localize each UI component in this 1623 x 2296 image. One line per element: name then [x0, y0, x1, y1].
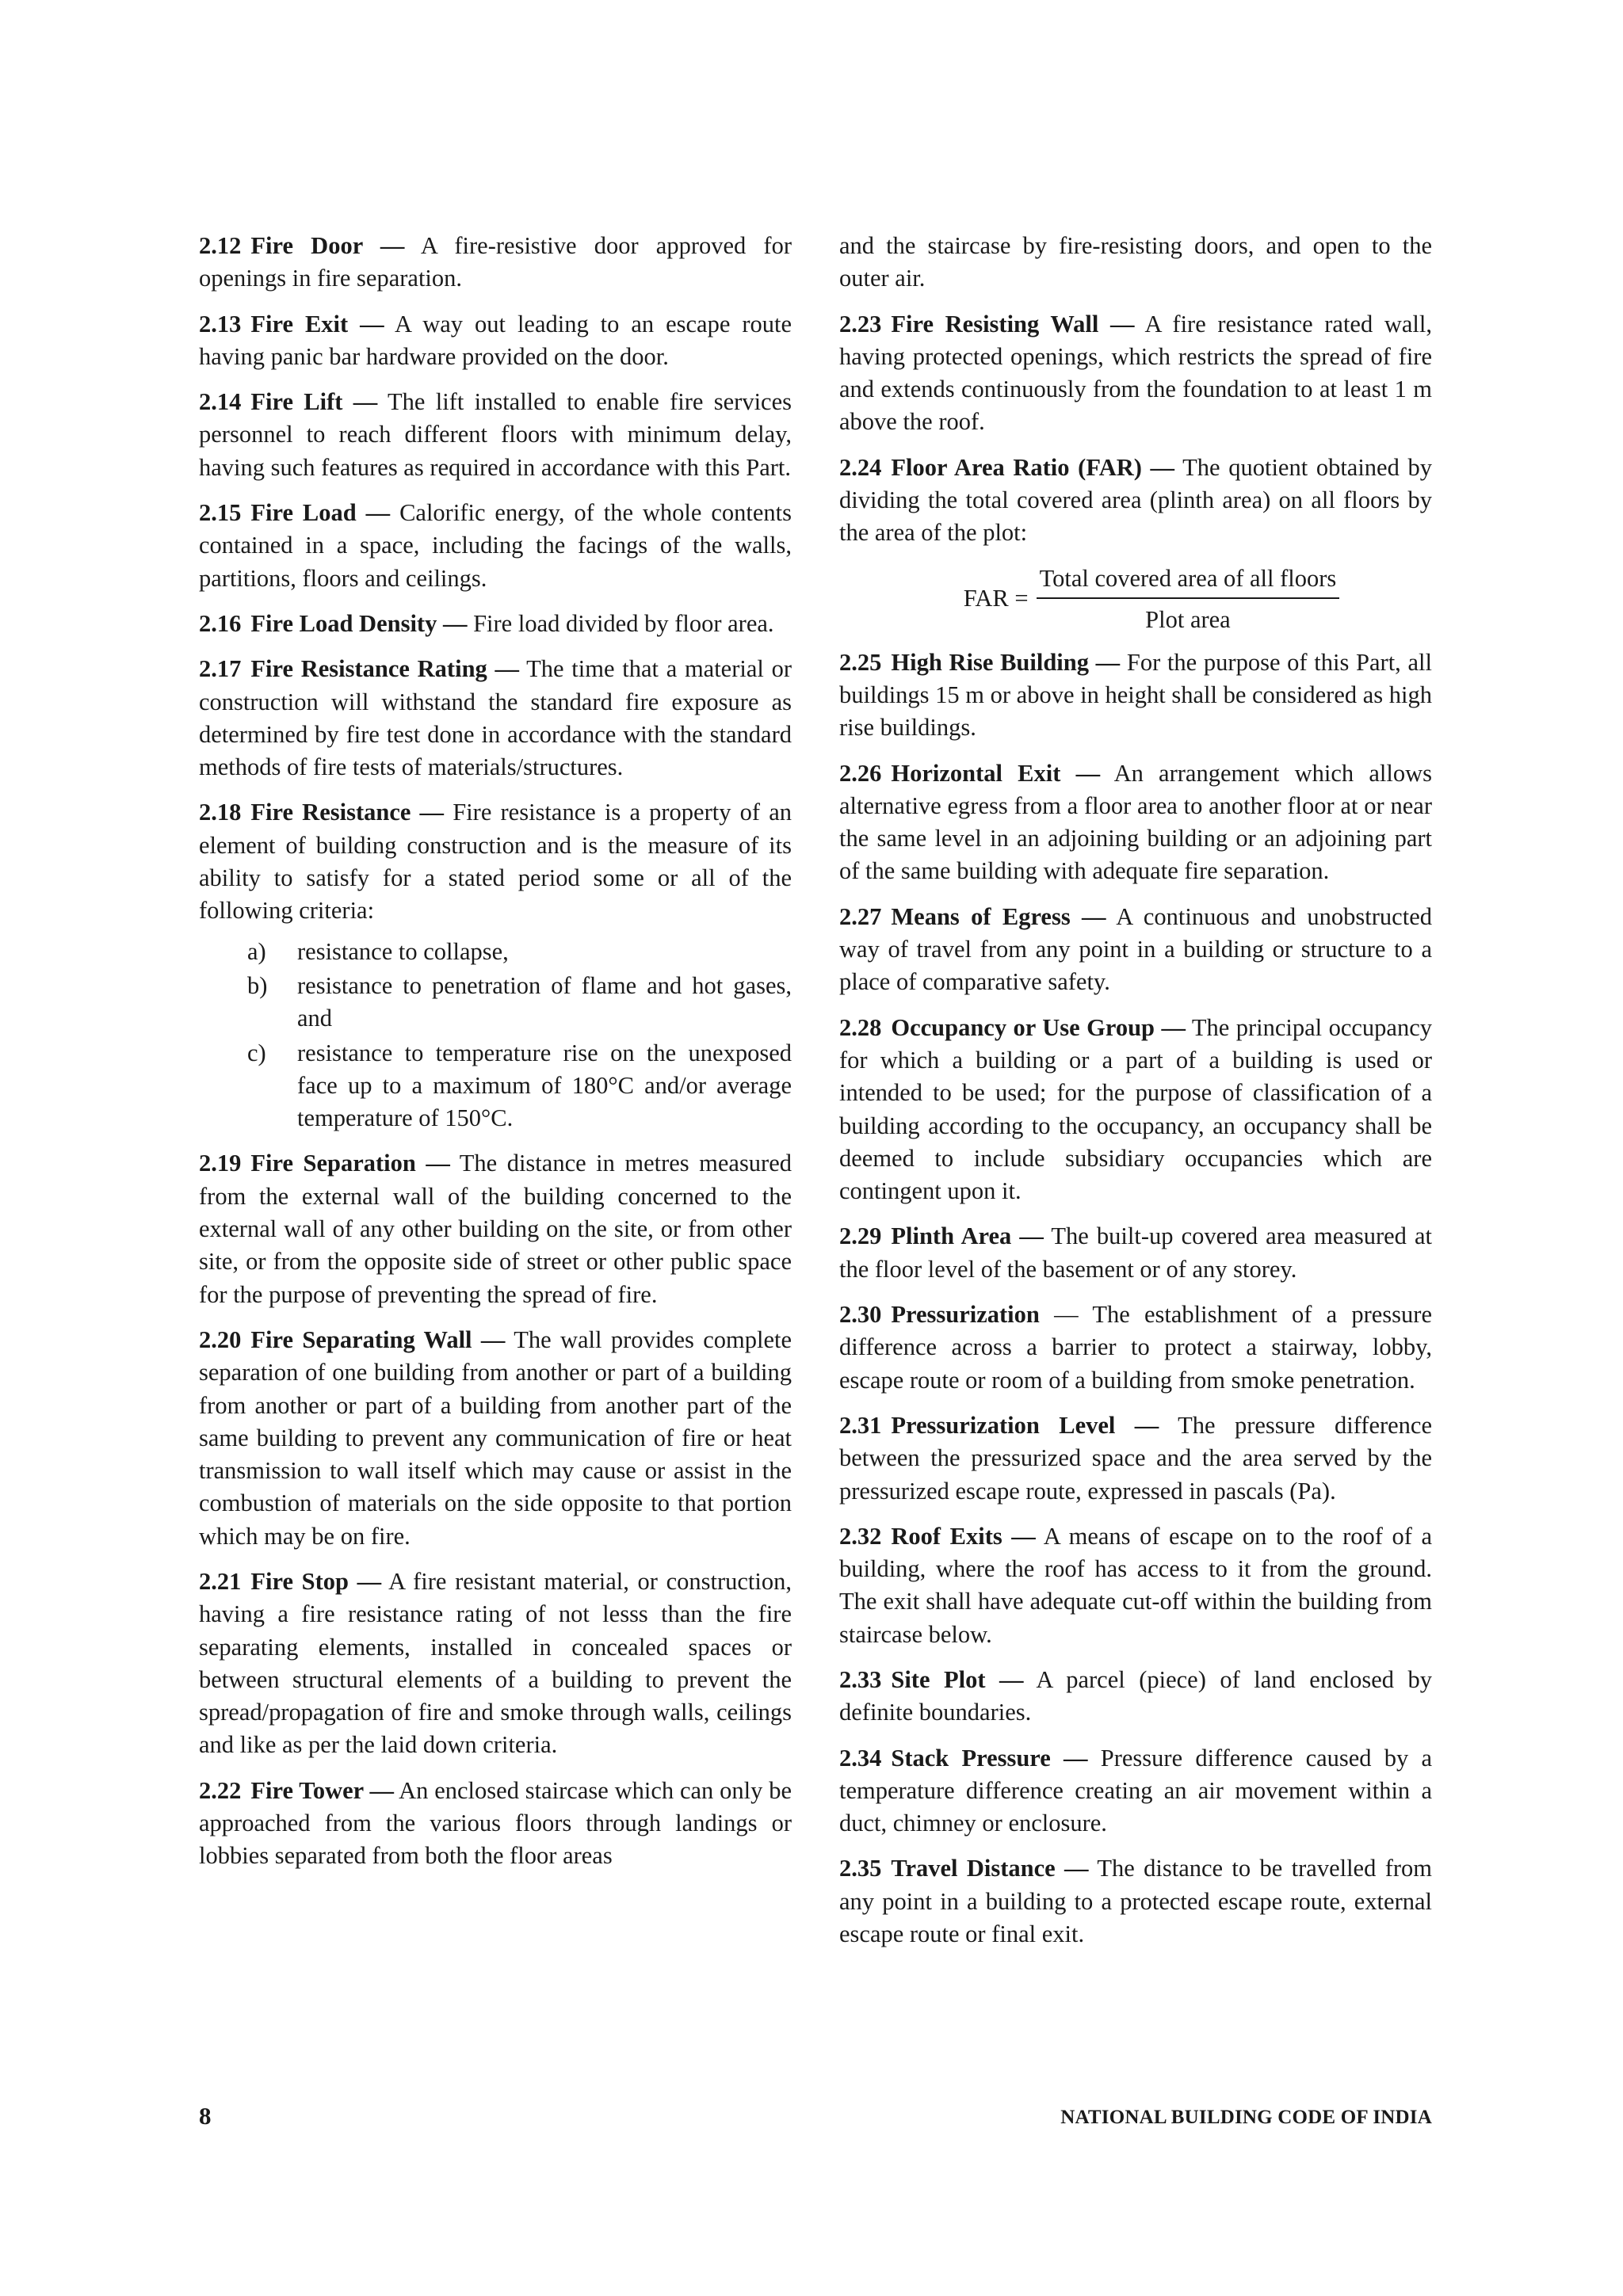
clause-number: 2.14 [199, 388, 242, 416]
clause-number: 2.27 [839, 902, 882, 930]
clause-term: Fire Exit — [250, 310, 384, 338]
clause-number: 2.26 [839, 759, 882, 787]
clause-text: The distance in metres measured from the external wall of the building concerned to the external wall of any other building on the site, or from other site, or from the opposite side of street or other public space for the purpose of preventing the spread of fire. [199, 1150, 792, 1308]
clause-paragraph [839, 901, 1432, 999]
clause-text: A means of escape on to the roof of a building, where the roof has access to it from the ground. The exit shall have adequate cut-off within the building from staircase below. [839, 1522, 1432, 1648]
clause-term: Fire Separation — [250, 1150, 450, 1177]
criteria-list [199, 936, 792, 1135]
clause-heading [199, 232, 404, 259]
formula-numerator: Total covered area of all floors [1037, 563, 1340, 599]
clause-heading [199, 1568, 381, 1595]
clause-text: The principal occupancy for which a building or a part of a building is used or intended to be used; for the purpose of classification of a building according to the occupancy, an occupancy shall be deemed to include subsidiary occupancies which are contingent upon it. [839, 1013, 1432, 1205]
clause-number: 2.29 [839, 1222, 882, 1250]
clause-paragraph [839, 1852, 1432, 1951]
list-marker: c) [247, 1039, 266, 1066]
clause-number: 2.16 [199, 609, 242, 637]
clause-paragraph [839, 1409, 1432, 1508]
clause-heading [839, 1301, 1040, 1328]
clause-heading [839, 454, 1174, 481]
clause-term: Fire Load Density — [250, 609, 468, 637]
clause-text: Fire resistance is a property of an element of building construction and is the measure of its ability to satisfy for a stated period some or all of the following criteria: [199, 799, 792, 925]
clause-text: Pressure difference caused by a temperature difference creating an air movement within a duct, chimney or enclosure. [839, 1744, 1433, 1837]
clause-heading [839, 903, 1106, 930]
clause-paragraph [839, 1520, 1432, 1651]
formula-lhs: FAR = [963, 585, 1029, 612]
clause-text: Fire load divided by floor area. [473, 609, 774, 637]
clause-heading [839, 1666, 1024, 1693]
clause-number: 2.22 [199, 1776, 242, 1804]
clause-term: Travel Distance — [891, 1855, 1089, 1882]
clause-term: High Rise Building — [891, 648, 1121, 676]
clause-term: Fire Load — [250, 499, 391, 527]
clause-paragraph [839, 1664, 1432, 1730]
clause-heading [199, 610, 467, 637]
formula-denominator: Plot area [1145, 605, 1231, 633]
clause-text: For the purpose of this Part, all buildings 15 m or above in height shall be considered as high rise buildings. [839, 648, 1432, 742]
far-formula [839, 563, 1432, 635]
clause-number: 2.17 [199, 655, 242, 683]
clause-paragraph [199, 1147, 792, 1310]
clause-heading [199, 1326, 505, 1353]
publication-title: NATIONAL BUILDING CODE OF INDIA [1060, 2107, 1432, 2128]
clause-paragraph [839, 452, 1432, 550]
clause-term: Plinth Area — [891, 1222, 1044, 1250]
clause-term: Fire Resisting Wall — [891, 310, 1135, 338]
clause-paragraph [839, 1012, 1432, 1208]
clause-term: Horizontal Exit — [891, 759, 1101, 787]
clause-paragraph [199, 653, 792, 784]
clause-number: 2.31 [839, 1411, 882, 1439]
clause-paragraph [839, 1220, 1432, 1286]
clause-text: and the staircase by fire-resisting doors, and open to the outer air. [839, 232, 1432, 292]
clause-number: 2.30 [839, 1301, 882, 1329]
clause-number: 2.28 [839, 1013, 882, 1041]
clause-term: Pressurization Level — [891, 1411, 1159, 1439]
clause-paragraph [199, 1566, 792, 1762]
list-item-text: resistance to penetration of flame and hot gases, and [297, 971, 792, 1032]
clause-number: 2.23 [839, 310, 882, 338]
clause-term: Stack Pressure — [891, 1744, 1088, 1772]
formula-fraction [1037, 563, 1340, 635]
clause-paragraph [199, 1324, 792, 1553]
clause-heading [839, 1222, 1044, 1249]
clause-paragraph [199, 796, 792, 927]
clause-text: The pressure difference between the pressurized space and the area served by the pressurized escape route, expressed in pascals (Pa). [839, 1411, 1433, 1505]
page-number: 8 [199, 2102, 212, 2130]
clause-text: A parcel (piece) of land enclosed by definite boundaries. [839, 1665, 1432, 1726]
clause-term: Occupancy or Use Group — [891, 1013, 1186, 1041]
clause-paragraph [199, 386, 792, 484]
right-column [839, 230, 1432, 1963]
clause-text: The quotient obtained by dividing the total covered area (plinth area) on all floors by the area of the plot: [839, 453, 1432, 547]
clause-number: 2.33 [839, 1665, 882, 1693]
clause-term: Fire Lift — [250, 388, 378, 416]
clause-heading [839, 1855, 1089, 1882]
clause-term: Fire Resistance Rating — [250, 655, 519, 683]
clause-number: 2.21 [199, 1567, 242, 1595]
clause-heading [839, 1014, 1186, 1041]
clause-paragraph [199, 1775, 792, 1873]
clause-text: A fire-resistive door approved for openings in fire separation. [199, 232, 792, 292]
clause-term: Fire Resistance — [250, 799, 445, 826]
list-marker: b) [247, 971, 268, 999]
clause-heading [199, 311, 384, 338]
clause-term: Fire Tower — [250, 1776, 394, 1804]
clause-heading [839, 311, 1135, 338]
clause-paragraph [199, 308, 792, 374]
clause-heading [839, 1412, 1159, 1439]
clause-number: 2.15 [199, 499, 242, 527]
list-item [199, 1037, 792, 1135]
clause-number: 2.24 [839, 453, 882, 481]
clause-term: Pressurization [891, 1301, 1040, 1329]
clause-paragraph [199, 608, 792, 640]
clause-text: An arrangement which allows alternative egress from a floor area to another floor at or near the same level in an adjoining building or an adjoining part of the same building with adequate fire separation. [839, 759, 1432, 885]
clause-heading [839, 649, 1120, 676]
clause-paragraph [199, 497, 792, 595]
list-item-text: resistance to collapse, [297, 937, 509, 965]
clause-number: 2.12 [199, 232, 242, 259]
clause-number: 2.18 [199, 799, 242, 826]
clause-term: Fire Stop — [250, 1567, 382, 1595]
clause-number: 2.19 [199, 1150, 242, 1177]
clause-text: The distance to be travelled from any point in a building to a protected escape route, external escape route or final exit. [839, 1855, 1432, 1948]
clause-heading [839, 1745, 1088, 1772]
clause-term: Fire Door — [250, 232, 405, 259]
clause-term: Fire Separating Wall — [250, 1325, 506, 1353]
clause-text: A fire resistance rated wall, having protected openings, which restricts the spread of fire and extends continuously from the foundation to at least 1 m above the roof. [839, 310, 1432, 436]
clause-heading [199, 499, 390, 526]
clause-paragraph [839, 757, 1432, 888]
clause-text: An enclosed staircase which can only be approached from the various floors through landings or lobbies separated from both the floor areas [199, 1776, 792, 1870]
list-item-text: resistance to temperature rise on the unexposed face up to a maximum of 180°C and/or average temperature of 150°C. [297, 1039, 792, 1132]
list-item [199, 970, 792, 1035]
clause-term: Means of Egress — [891, 902, 1106, 930]
clause-heading [199, 388, 377, 415]
clause-text: A continuous and unobstructed way of travel from any point in a building or structure to a place of comparative safety. [839, 902, 1432, 996]
clause-paragraph [839, 646, 1432, 745]
clause-paragraph [839, 308, 1432, 439]
clause-term: Site Plot — [891, 1665, 1024, 1693]
clause-text: The wall provides complete separation of one building from another or part of a building from another or part of a building from another part of the same building to prevent any communication of fire or heat transmission to wall itself which may cause or assist in the combustion of materials on the side opposite to that portion which may be on fire. [199, 1325, 792, 1550]
clause-term: Floor Area Ratio (FAR) — [891, 453, 1175, 481]
clause-text: Calorific energy, of the whole contents contained in a space, including the facings of the walls, partitions, floors and ceilings. [199, 499, 792, 592]
clause-number: 2.35 [839, 1855, 882, 1882]
left-column [199, 230, 792, 1886]
clause-heading [199, 1150, 450, 1177]
clause-paragraph [839, 230, 1432, 296]
clause-heading [199, 1777, 394, 1804]
clause-text: The time that a material or construction will withstand the standard fire exposure as determined by fire test done in accordance with the standard methods of fire tests of materials/structures. [199, 655, 792, 781]
clause-text: A fire resistant material, or construction, having a fire resistance rating of not lesss than the fire separating elements, installed in concealed spaces or between structural elements of a building to prevent the spread/propagation of fire and smoke through walls, ceilings and like as per the laid down criteria. [199, 1567, 792, 1759]
clause-heading [199, 655, 519, 682]
clause-text: — The establishment of a pressure difference across a barrier to protect a stairway, lobby, escape route or room of a building from smoke penetration. [839, 1301, 1432, 1394]
list-marker: a) [247, 937, 266, 965]
clause-paragraph [839, 1299, 1432, 1397]
clause-heading [839, 1523, 1036, 1550]
clause-text: The lift installed to enable fire services personnel to reach different floors with minimum delay, having such features as required in accordance with this Part. [199, 388, 792, 481]
clause-number: 2.25 [839, 648, 882, 676]
clause-term: Roof Exits — [891, 1522, 1036, 1550]
clause-number: 2.32 [839, 1522, 882, 1550]
clause-number: 2.34 [839, 1744, 882, 1772]
clause-heading [199, 799, 444, 826]
clause-paragraph [199, 230, 792, 296]
clause-number: 2.20 [199, 1325, 242, 1353]
list-item [199, 936, 792, 968]
clause-text: A way out leading to an escape route having panic bar hardware provided on the door. [199, 310, 792, 370]
clause-number: 2.13 [199, 310, 242, 338]
clause-text: The built-up covered area measured at the floor level of the basement or of any storey. [839, 1222, 1432, 1283]
clause-paragraph [839, 1742, 1432, 1840]
clause-heading [839, 760, 1100, 787]
